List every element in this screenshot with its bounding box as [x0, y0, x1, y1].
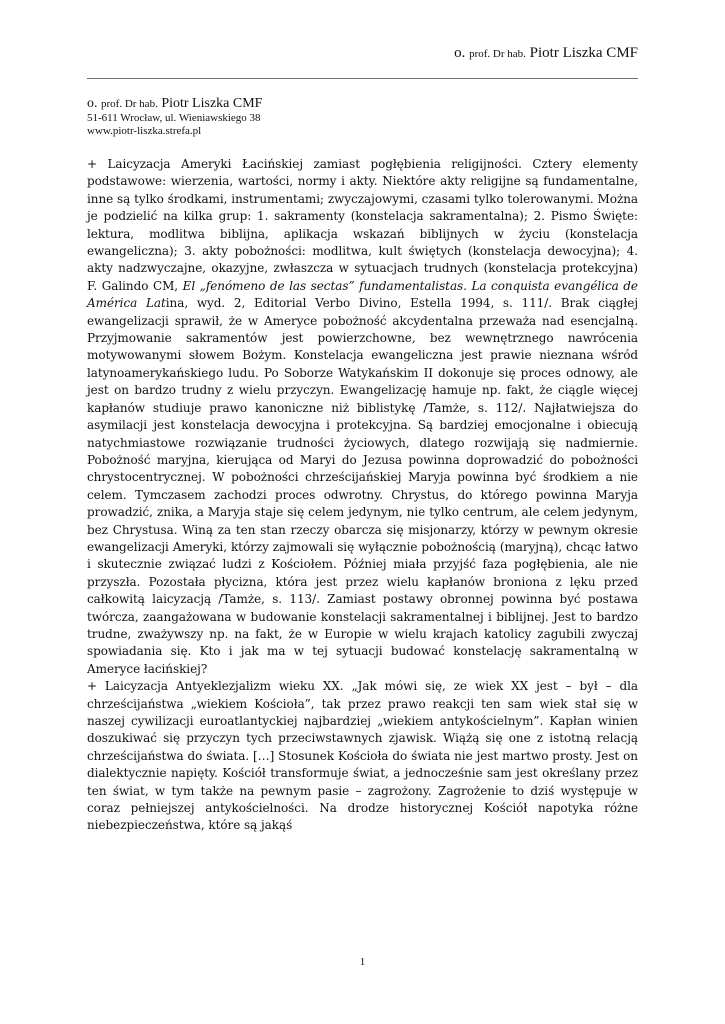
- book-title-italic: El „fenómeno de las sectas” fundamentalistas. La conquista evangélica de América Lat: [87, 278, 638, 311]
- page-number: 1: [359, 956, 366, 968]
- author-prefix: o.: [87, 96, 98, 111]
- author-block: [87, 96, 262, 138]
- author-degree: prof. Dr hab.: [101, 98, 158, 110]
- author-address: 51-611 Wrocław, ul. Wieniawskiego 38: [87, 112, 261, 124]
- header-prefix: o.: [454, 45, 466, 61]
- header-author-name: Piotr Liszka CMF: [529, 45, 638, 61]
- paragraph-anti-ecclesialism: + Laicyzacja Antyeklezjalizm wieku XX. „Jak mówi się, ze wiek XX jest – był – dla chrześcijaństwa „wiekiem Kościoła”, tak przez prawo reakcji ten sam wiek stał się w naszej cywilizacji euroatlantyckiej najbardziej „wiekiem antykościelnym”. Kapłan winien doszukiwać się przyczyn tych przeciwstawnych zjawisk. Wiążą się one z istotną relacją chrześcijaństwa do świata. […] Stosunek Kościoła do świata nie jest martwo prosty. Jest on dialektycznie napięty. Kościół transformuje świat, a jednocześnie sam jest określany przez ten świat, w tym także na pewnym pasie – zagrożony. Zagrożenie to dziś występuje w coraz pełniejszej antykościelności. Na drodze historycznej Kościół napotyka różne niebezpieczeństwa, które są jakąś: [87, 679, 638, 833]
- paragraph-1-text-continued: ina, wyd. 2, Editorial Verbo Divino, Estella 1994, s. 111/. Brak ciągłej ewangelizacji sprawił, że w Ameryce pobożność akcydentalna przeważa nad esencjalną. Przyjmowanie sakramentów jest powierzchowne, bez wewnętrznego nawrócenia motywowanymi słowem Bożym. Konstelacja ewangeliczna jest prawie nieznana wśród latynoamerykańskiego ludu. Po Soborze Watykańskim II dokonuje się proces odnowy, ale jest on bardzo trudny z wielu przyczyn. Ewangelizację hamuje np. fakt, że ciągle więcej kapłanów studiuje prawo kanoniczne niż biblistykę /Tamże, s. 112/. Najłatwiejsza do asymilacji jest konstelacja dewocyjna i protekcyjna. Są bardziej emocjonalne i obiecują natychmiastowe rozwiązanie trudności życiowych, dlatego rozwijają się nadmiernie. Pobożność maryjna, kierująca od Maryi do Jezusa powinna doprowadzić do pobożności chrystocentrycznej. W pobożności chrześcijańskiej Maryja powinna być środkiem a nie celem. Tymczasem zachodzi proces odwrotny. Chrystus, do którego powinna Maryja prowadzić, znika, a Maryja staje się celem jedynym, nie tylko centrum, ale celem jedynym, bez Chrystusa. Winą za ten stan rzeczy obarcza się misjonarzy, którzy w pewnym okresie ewangelizacji Ameryki, którzy zajmowali się wyłącznie pobożnością (maryjną), chcąc łatwo i skutecznie związać ludzi z Kościołem. Później miała przyjść faza pogłębienia, ale nie przyszła. Pozostała płycizna, która jest przez wielu kapłanów broniona z lęku przed całkowitą laicyzacją /Tamże, s. 113/. Zamiast postawy obronnej powinna być postawa twórcza, zaangażowana w budowanie konstelacji sakramentalnej i biblijnej. Jest to bardzo trudne, zważywszy np. na fakt, że w Europie w wielu krajach katolicy zagubili zwyczaj spowiadania się. Kto i jak ma w tej sytuacji budować konstelację sakramentalną w Ameryce łacińskiej?: [87, 296, 638, 676]
- author-name: Piotr Liszka CMF: [161, 96, 263, 111]
- header-degree: prof. Dr hab.: [469, 48, 526, 60]
- paragraph-1-text: + Laicyzacja Ameryki Łacińskiej zamiast pogłębienia religijności. Cztery elementy podstawowe: wierzenia, wartości, normy i akty. Niektóre akty religijne są fundamentalne, inne są tylko środkami, instrumentami; zwyczajowymi, czasami tylko tolerowanymi. Można je podzielić na kilka grup: 1. sakramenty (konstelacja sakramentalna); 2. Pismo Święte: lektura, modlitwa biblijna, aplikacja wskazań biblijnych w życiu (konstelacja ewangeliczna); 3. akty pobożności: modlitwa, kult świętych (konstelacja dewocyjna); 4. akty nadzwyczajne, okazyjne, zwłaszcza w sytuacjach trudnych (konstelacja protekcyjna) F. Galindo CM,: [87, 157, 638, 293]
- author-website: www.piotr-liszka.strefa.pl: [87, 125, 202, 137]
- author-name-line: [87, 96, 262, 112]
- paragraph-laicization-latin-america: [87, 156, 638, 678]
- running-header: [454, 44, 638, 63]
- header-divider: [87, 78, 638, 79]
- body-text: [87, 156, 638, 835]
